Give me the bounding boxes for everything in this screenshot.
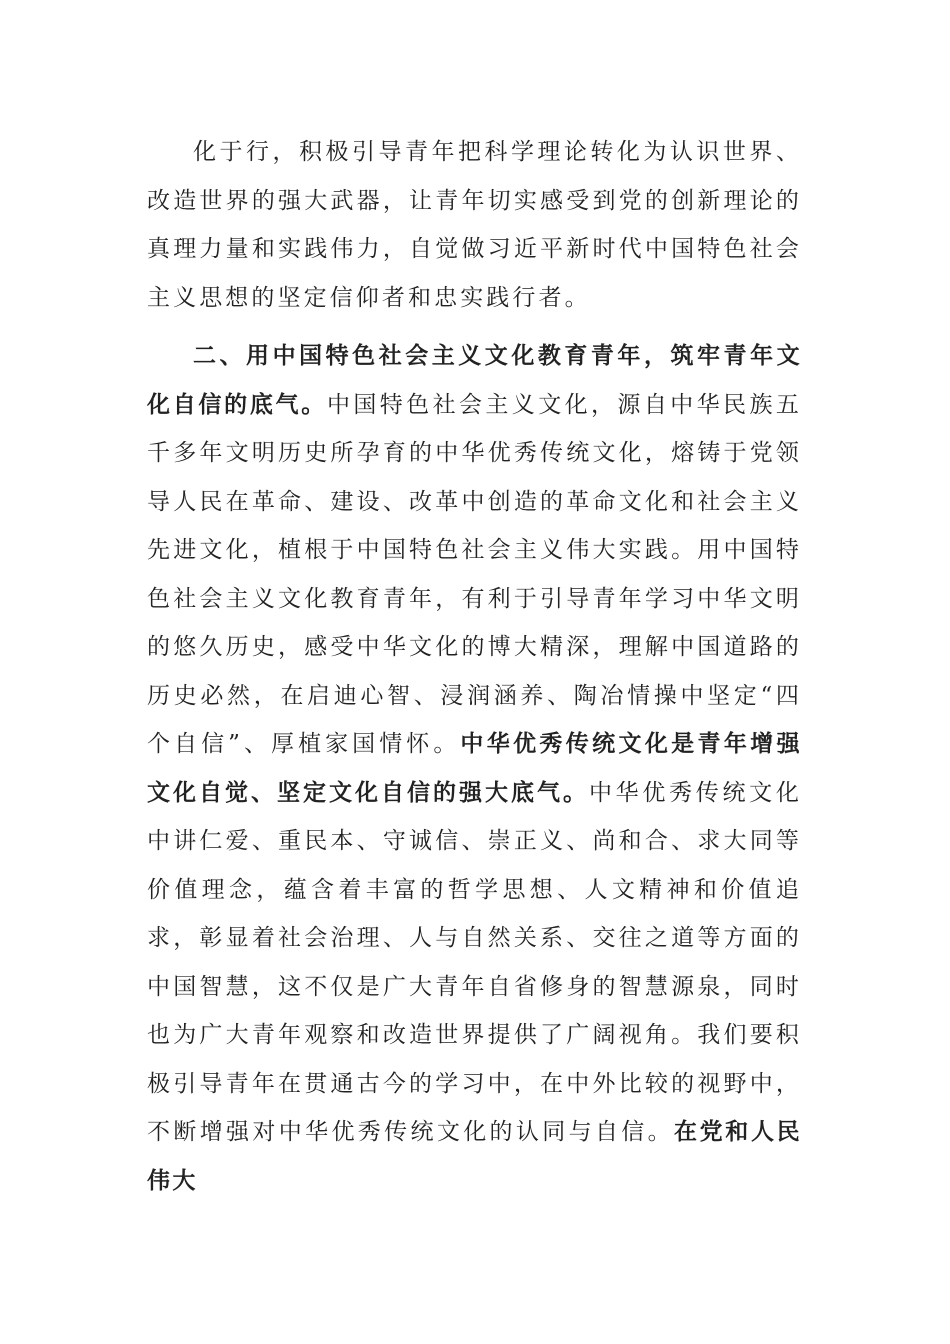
document-page	[147, 128, 802, 1205]
paragraph-1	[147, 128, 802, 322]
paragraph-2-text-a: 中国特色社会主义文化，源自中华民族五千多年文明历史所孕育的中华优秀传统文化，熔铸于党领导人民在革命、建设、改革中创造的革命文化和社会主义先进文化，植根于中国特色社会主义伟大实践。用中国特色社会主义文化教育青年，有利于引导青年学习中华文明的悠久历史，感受中华文化的博大精深，理解中国道路的历史必然，在启迪心智、浸润涵养、陶冶情操中坚定“四个自信”、厚植家国情怀。	[147, 391, 802, 757]
paragraph-1-text: 化于行，积极引导青年把科学理论转化为认识世界、改造世界的强大武器，让青年切实感受到党的创新理论的真理力量和实践伟力，自觉做习近平新时代中国特色社会主义思想的坚定信仰者和忠实践行者。	[147, 139, 802, 311]
emphasis-sentence-1: 中华优秀传统文化是青年增强文化自觉、坚定文化自信的强大底气。	[147, 731, 802, 806]
emphasis-sentence-2: 在党和人民伟大	[147, 1119, 802, 1194]
paragraph-2	[147, 332, 802, 1205]
paragraph-2-text-b: 中华优秀传统文化中讲仁爱、重民本、守诚信、崇正义、尚和合、求大同等价值理念，蕴含着丰富的哲学思想、人文精神和价值追求，彰显着社会治理、人与自然关系、交往之道等方面的中国智慧，这不仅是广大青年自省修身的智慧源泉，同时也为广大青年观察和改造世界提供了广阔视角。我们要积极引导青年在贯通古今的学习中，在中外比较的视野中，不断增强对中华优秀传统文化的认同与自信。	[147, 779, 802, 1145]
section-heading: 二、用中国特色社会主义文化教育青年，筑牢青年文化自信的底气。	[147, 343, 802, 418]
